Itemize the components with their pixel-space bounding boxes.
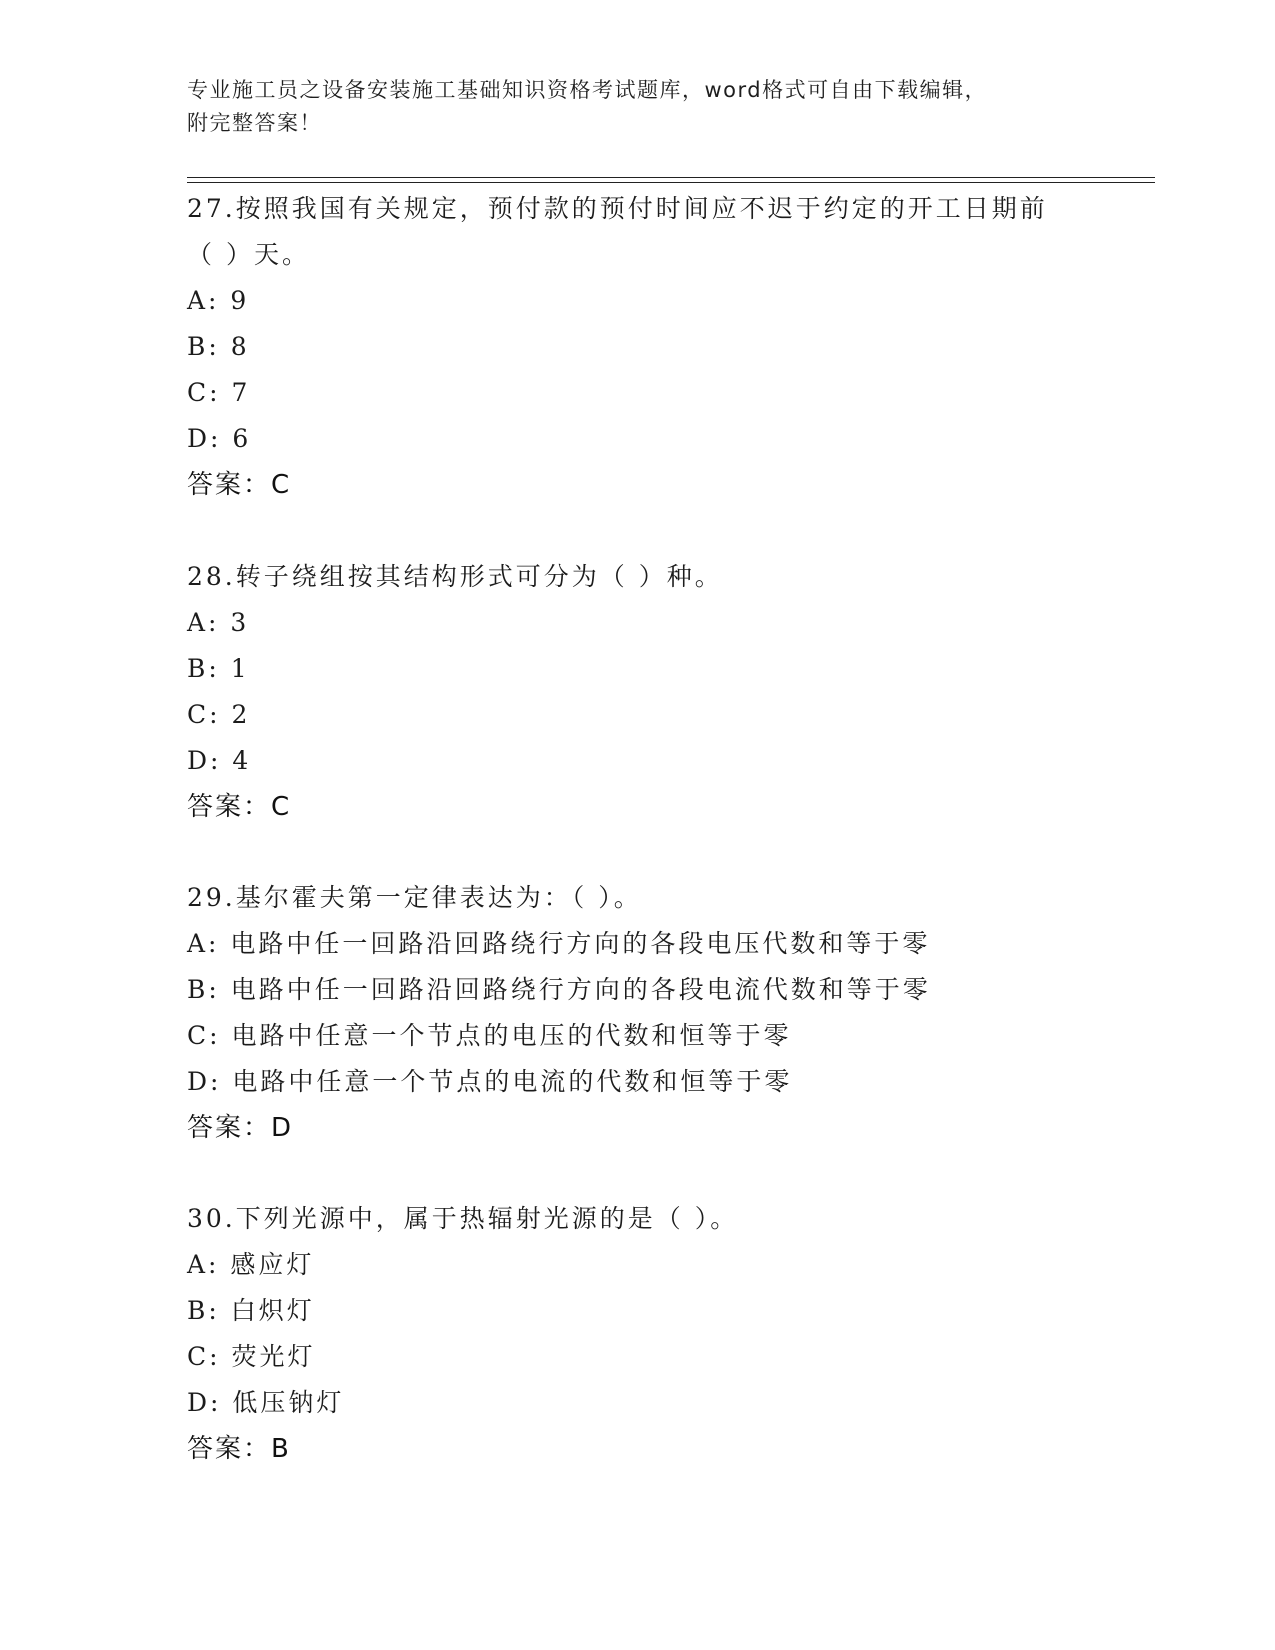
answer-label: 答案：D — [187, 1113, 294, 1143]
option-d: D: 电路中任意一个节点的电流的代数和恒等于零 — [187, 1067, 793, 1096]
answer-label: 答案：C — [187, 470, 292, 500]
option-b: B: 电路中任一回路沿回路绕行方向的各段电流代数和等于零 — [187, 975, 931, 1004]
header-line-2: 附完整答案！ — [187, 111, 322, 135]
question-stem-line-1: 27.按照我国有关规定，预付款的预付时间应不迟于约定的开工日期前 — [187, 194, 1048, 223]
option-d: D: 6 — [187, 424, 252, 453]
option-a: A: 感应灯 — [187, 1250, 315, 1279]
header-divider-top — [187, 177, 1155, 178]
option-d: D: 低压钠灯 — [187, 1388, 345, 1417]
option-c: C: 荧光灯 — [187, 1342, 316, 1371]
answer-label: 答案：C — [187, 792, 292, 822]
header-line-1: 专业施工员之设备安装施工基础知识资格考试题库，word格式可自由下载编辑， — [187, 78, 988, 102]
document-header — [187, 74, 1067, 140]
question-stem-line-2: （ ）天。 — [187, 240, 310, 269]
question-30 — [187, 1196, 1087, 1472]
option-c: C: 2 — [187, 700, 251, 729]
option-d: D: 4 — [187, 746, 252, 775]
question-27 — [187, 186, 1087, 508]
question-29 — [187, 875, 1087, 1151]
question-stem-line-1: 28.转子绕组按其结构形式可分为（ ）种。 — [187, 562, 723, 591]
option-a: A: 电路中任一回路沿回路绕行方向的各段电压代数和等于零 — [187, 929, 931, 958]
option-c: C: 7 — [187, 378, 251, 407]
header-divider-bottom — [187, 182, 1155, 183]
option-b: B: 白炽灯 — [187, 1296, 315, 1325]
option-a: A: 9 — [187, 286, 250, 315]
option-b: B: 1 — [187, 654, 250, 683]
option-a: A: 3 — [187, 608, 250, 637]
answer-label: 答案：B — [187, 1434, 291, 1464]
question-stem-line-1: 30.下列光源中，属于热辐射光源的是（ ）。 — [187, 1204, 739, 1233]
question-stem-line-1: 29.基尔霍夫第一定律表达为：（ ）。 — [187, 883, 642, 912]
question-28 — [187, 554, 1087, 830]
option-b: B: 8 — [187, 332, 250, 361]
option-c: C: 电路中任意一个节点的电压的代数和恒等于零 — [187, 1021, 792, 1050]
